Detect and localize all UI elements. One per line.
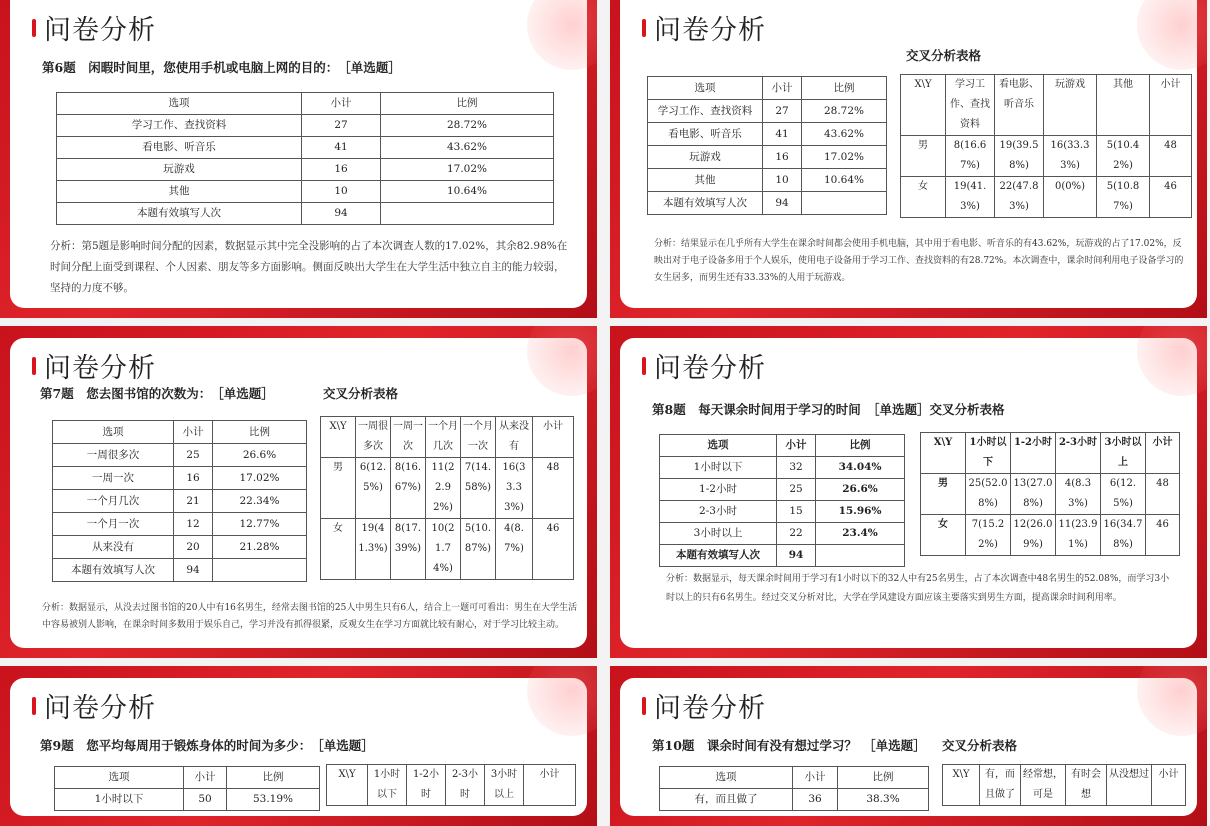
header-option: 选项 xyxy=(55,767,184,789)
slide-title: 问卷分析 xyxy=(44,353,156,384)
cell-ratio xyxy=(381,203,554,225)
table-header-row xyxy=(648,77,887,100)
result-table xyxy=(647,76,887,215)
cell-option: 本题有效填写人次 xyxy=(53,559,174,582)
cross-cell: 8(16.67%) xyxy=(946,136,995,177)
cross-table-title: 交叉分析表格 xyxy=(906,48,982,63)
cross-row xyxy=(321,519,574,580)
cell-count: 50 xyxy=(184,789,227,811)
cross-cell: 46 xyxy=(1146,515,1180,556)
cell-ratio: 15.96% xyxy=(816,501,905,523)
cell-option: 学习工作、查找资料 xyxy=(57,115,302,137)
slide-heading xyxy=(32,8,156,47)
slide-heading xyxy=(642,8,766,47)
cell-ratio xyxy=(816,545,905,567)
cross-cell: 7(15.22%) xyxy=(966,515,1011,556)
cell-ratio: 10.64% xyxy=(802,169,887,192)
cell-ratio xyxy=(802,192,887,215)
table-row xyxy=(53,536,307,559)
cell-ratio: 17.02% xyxy=(802,146,887,169)
cell-count: 10 xyxy=(302,181,381,203)
cross-cell: 19(39.58%) xyxy=(995,136,1044,177)
header-count: 小计 xyxy=(763,77,802,100)
cell-option: 玩游戏 xyxy=(57,159,302,181)
header-count: 小计 xyxy=(302,93,381,115)
table-row xyxy=(660,545,905,567)
question-text: 第7题 您去图书馆的次数为： ［单选题］ xyxy=(40,386,274,401)
cross-header-row xyxy=(921,433,1180,474)
cell-option: 1小时以下 xyxy=(660,457,777,479)
slide-card xyxy=(10,0,587,308)
cell-count: 94 xyxy=(302,203,381,225)
cross-header: 3小时以上 xyxy=(485,765,524,806)
table-row xyxy=(660,479,905,501)
table-row xyxy=(660,501,905,523)
slide-title: 问卷分析 xyxy=(654,693,766,724)
slide-card xyxy=(10,678,587,816)
cell-count: 36 xyxy=(793,789,838,811)
cell-count: 25 xyxy=(174,444,213,467)
cell-ratio: 43.62% xyxy=(381,137,554,159)
analysis-text: 分析：结果显示在几乎所有大学生在课余时间都会使用手机电脑，其中用于看电影、听音乐的有43.62%，玩游戏的占了17.02%，反映出对于电子设备多用于个人娱乐，使用电子设备用于学习工作、查找资料的有28.72%。本次调查中，课余时间利用电子设备学习的女生居多，而男生还有33.33%的人用于玩游戏。 xyxy=(654,239,1184,283)
question-text: 第8题 每天课余时间用于学习的时间 ［单选题］交叉分析表格 xyxy=(652,402,1005,417)
accent-bar xyxy=(642,697,646,715)
header-option: 选项 xyxy=(648,77,763,100)
cross-cell: 0(0%) xyxy=(1044,177,1097,218)
result-table xyxy=(52,420,307,582)
table-row xyxy=(660,457,905,479)
cross-header: 1-2小时 xyxy=(407,765,446,806)
cell-ratio: 26.6% xyxy=(213,444,307,467)
header-ratio: 比例 xyxy=(838,767,929,789)
table-row xyxy=(57,115,554,137)
cell-ratio: 21.28% xyxy=(213,536,307,559)
cell-option: 一个月一次 xyxy=(53,513,174,536)
cross-cell: 6(12.5%) xyxy=(356,458,391,519)
cell-option: 1-2小时 xyxy=(660,479,777,501)
cross-row xyxy=(921,474,1180,515)
cross-header: X\Y xyxy=(901,75,946,136)
cell-count: 16 xyxy=(174,467,213,490)
table-row xyxy=(648,123,887,146)
header-count: 小计 xyxy=(793,767,838,789)
cross-header: 小计 xyxy=(1146,433,1180,474)
cell-ratio: 10.64% xyxy=(381,181,554,203)
accent-bar xyxy=(32,19,36,37)
cross-header: X\Y xyxy=(921,433,966,474)
cell-count: 16 xyxy=(302,159,381,181)
cell-count: 94 xyxy=(763,192,802,215)
cross-cell: 10(21.74%) xyxy=(426,519,461,580)
accent-bar xyxy=(32,697,36,715)
cell-ratio: 22.34% xyxy=(213,490,307,513)
cross-header: 经常想，可是 xyxy=(1021,765,1066,806)
cell-option: 其他 xyxy=(57,181,302,203)
table-header-row xyxy=(660,767,929,789)
cross-cell: 男 xyxy=(921,474,966,515)
slide-q6[interactable] xyxy=(0,0,597,318)
accent-bar xyxy=(642,19,646,37)
cell-count: 41 xyxy=(302,137,381,159)
cross-header: X\Y xyxy=(943,765,980,806)
table-header-row xyxy=(53,421,307,444)
cross-table xyxy=(920,432,1180,556)
table-header-row xyxy=(660,435,905,457)
slide-title: 问卷分析 xyxy=(654,353,766,384)
cell-option: 从来没有 xyxy=(53,536,174,559)
cross-header: 有时会想 xyxy=(1066,765,1107,806)
table-row xyxy=(57,181,554,203)
slide-heading xyxy=(642,686,766,725)
cell-count: 12 xyxy=(174,513,213,536)
cell-count: 21 xyxy=(174,490,213,513)
header-option: 选项 xyxy=(57,93,302,115)
cell-option: 看电影、听音乐 xyxy=(648,123,763,146)
table-row xyxy=(53,513,307,536)
table-row xyxy=(648,100,887,123)
slide-heading xyxy=(642,346,766,385)
cross-cell: 25(52.08%) xyxy=(966,474,1011,515)
cross-header: 一周很多次 xyxy=(356,417,391,458)
result-table xyxy=(54,766,320,811)
cross-header: 小计 xyxy=(1150,75,1192,136)
cell-ratio: 23.4% xyxy=(816,523,905,545)
cell-count: 25 xyxy=(777,479,816,501)
slide-card xyxy=(620,0,1197,308)
cell-option: 1小时以下 xyxy=(55,789,184,811)
cross-cell: 男 xyxy=(901,136,946,177)
cell-option: 学习工作、查找资料 xyxy=(648,100,763,123)
slide-card xyxy=(620,338,1197,648)
question-text: 第6题 闲暇时间里，您使用手机或电脑上网的目的： ［单选题］ xyxy=(42,60,401,75)
table-row xyxy=(57,203,554,225)
cross-cell: 女 xyxy=(921,515,966,556)
slide-heading xyxy=(32,686,156,725)
header-option: 选项 xyxy=(660,435,777,457)
cross-cell: 22(47.83%) xyxy=(995,177,1044,218)
cross-cell: 19(41.3%) xyxy=(356,519,391,580)
cross-cell: 女 xyxy=(901,177,946,218)
cell-ratio: 38.3% xyxy=(838,789,929,811)
cross-table xyxy=(900,74,1192,218)
slide-q6-cross[interactable] xyxy=(610,0,1207,318)
cross-header: 一个月一次 xyxy=(461,417,496,458)
cell-ratio: 28.72% xyxy=(802,100,887,123)
cross-row xyxy=(321,458,574,519)
cross-header: 3小时以上 xyxy=(1101,433,1146,474)
cross-cell: 7(14.58%) xyxy=(461,458,496,519)
table-row xyxy=(57,159,554,181)
cross-cell: 16(33.33%) xyxy=(496,458,533,519)
table-row xyxy=(648,146,887,169)
header-ratio: 比例 xyxy=(802,77,887,100)
cross-header: 一周一次 xyxy=(391,417,426,458)
cell-ratio: 26.6% xyxy=(816,479,905,501)
slide-heading xyxy=(32,346,156,385)
cross-header-row xyxy=(901,75,1192,136)
cross-cell: 男 xyxy=(321,458,356,519)
table-row xyxy=(57,137,554,159)
table-row xyxy=(648,169,887,192)
cross-table-title: 交叉分析表格 xyxy=(942,738,1018,753)
cell-count: 27 xyxy=(763,100,802,123)
cell-option: 2-3小时 xyxy=(660,501,777,523)
header-count: 小计 xyxy=(777,435,816,457)
cross-header: 1-2小时 xyxy=(1011,433,1056,474)
cell-count: 41 xyxy=(763,123,802,146)
slide-title: 问卷分析 xyxy=(44,693,156,724)
cell-option: 其他 xyxy=(648,169,763,192)
cross-header: X\Y xyxy=(321,417,356,458)
cell-option: 看电影、听音乐 xyxy=(57,137,302,159)
cell-option: 本题有效填写人次 xyxy=(660,545,777,567)
accent-bar xyxy=(32,357,36,375)
cross-cell: 11(23.91%) xyxy=(1056,515,1101,556)
cell-option: 一周一次 xyxy=(53,467,174,490)
cross-header: 小计 xyxy=(1152,765,1186,806)
cell-option: 玩游戏 xyxy=(648,146,763,169)
cross-header: 看电影、听音乐 xyxy=(995,75,1044,136)
table-row xyxy=(53,559,307,582)
header-count: 小计 xyxy=(184,767,227,789)
question-text: 第9题 您平均每周用于锻炼身体的时间为多少： ［单选题］ xyxy=(40,738,374,753)
cross-header: 玩游戏 xyxy=(1044,75,1097,136)
slide-card xyxy=(620,678,1197,816)
slide-q7[interactable] xyxy=(0,326,597,658)
cell-option: 本题有效填写人次 xyxy=(648,192,763,215)
cross-table xyxy=(320,416,574,580)
cross-cell: 46 xyxy=(1150,177,1192,218)
cell-count: 94 xyxy=(174,559,213,582)
result-table xyxy=(659,766,929,811)
cell-count: 15 xyxy=(777,501,816,523)
cross-header: 学习工作、查找资料 xyxy=(946,75,995,136)
cross-row xyxy=(901,136,1192,177)
cell-ratio: 17.02% xyxy=(213,467,307,490)
analysis-text: 分析：数据显示，从没去过图书馆的20人中有16名男生，经常去图书馆的25人中男生只有6人，结合上一题可可看出：男生在大学生活中容易被别人影响，在课余时间多数用于娱乐自己，学习并没有抓得很紧，反观女生在学习方面就比较有耐心，对于学习比较主动。 xyxy=(42,603,578,630)
cell-count: 22 xyxy=(777,523,816,545)
cross-row xyxy=(901,177,1192,218)
cell-ratio: 17.02% xyxy=(381,159,554,181)
analysis-text: 分析：数据显示，每天课余时间用于学习有1小时以下的32人中有25名男生，占了本次调查中48名男生的52.08%，而学习3小时以上的只有6名男生。经过交叉分析对比，大学在学风建设方面应该主要落实到男生方面，提高课余时间利用率。 xyxy=(666,574,1170,603)
cell-option: 3小时以上 xyxy=(660,523,777,545)
table-header-row xyxy=(57,93,554,115)
slide-card xyxy=(10,338,587,648)
cross-header: 2-3小时 xyxy=(446,765,485,806)
cell-count: 32 xyxy=(777,457,816,479)
question-text: 第10题 课余时间有没有想过学习？ ［单选题］ xyxy=(652,738,926,753)
cross-header: 1小时以下 xyxy=(368,765,407,806)
cross-header: 小计 xyxy=(533,417,574,458)
cell-ratio: 53.19% xyxy=(227,789,320,811)
cross-header-row xyxy=(327,765,576,806)
cross-cell: 16(33.33%) xyxy=(1044,136,1097,177)
slide-q8[interactable] xyxy=(610,326,1207,658)
slide-q10[interactable] xyxy=(610,666,1207,826)
cell-ratio: 12.77% xyxy=(213,513,307,536)
cross-cell: 女 xyxy=(321,519,356,580)
cross-row xyxy=(921,515,1180,556)
slide-title: 问卷分析 xyxy=(44,15,156,46)
slide-q9[interactable] xyxy=(0,666,597,826)
cross-header-row xyxy=(321,417,574,458)
header-ratio: 比例 xyxy=(227,767,320,789)
cross-cell: 6(12.5%) xyxy=(1101,474,1146,515)
cross-cell: 4(8.33%) xyxy=(1056,474,1101,515)
cross-header: 一个月几次 xyxy=(426,417,461,458)
header-option: 选项 xyxy=(53,421,174,444)
cross-cell: 46 xyxy=(533,519,574,580)
header-count: 小计 xyxy=(174,421,213,444)
slide-title: 问卷分析 xyxy=(654,15,766,46)
cross-cell: 48 xyxy=(533,458,574,519)
cross-cell: 5(10.87%) xyxy=(461,519,496,580)
table-row xyxy=(53,490,307,513)
cross-cell: 19(41.3%) xyxy=(946,177,995,218)
cross-table-title: 交叉分析表格 xyxy=(323,386,399,401)
table-header-row xyxy=(55,767,320,789)
cross-header: 从来没有 xyxy=(496,417,533,458)
cell-option: 一个月几次 xyxy=(53,490,174,513)
cell-ratio: 28.72% xyxy=(381,115,554,137)
cross-cell: 4(8.7%) xyxy=(496,519,533,580)
cell-option: 一周很多次 xyxy=(53,444,174,467)
accent-bar xyxy=(642,357,646,375)
cross-cell: 48 xyxy=(1146,474,1180,515)
cross-header: 1小时以下 xyxy=(966,433,1011,474)
cell-count: 10 xyxy=(763,169,802,192)
cross-cell: 5(10.42%) xyxy=(1097,136,1150,177)
cell-count: 94 xyxy=(777,545,816,567)
cross-header: 其他 xyxy=(1097,75,1150,136)
cross-cell: 5(10.87%) xyxy=(1097,177,1150,218)
cell-option: 有，而且做了 xyxy=(660,789,793,811)
cross-cell: 8(16.67%) xyxy=(391,458,426,519)
result-table xyxy=(56,92,554,225)
result-table xyxy=(659,434,905,567)
cross-header: 从没想过 xyxy=(1107,765,1152,806)
cross-cell: 13(27.08%) xyxy=(1011,474,1056,515)
cross-cell: 16(34.78%) xyxy=(1101,515,1146,556)
table-row xyxy=(648,192,887,215)
cross-header: 有，而且做了 xyxy=(980,765,1021,806)
cross-cell: 8(17.39%) xyxy=(391,519,426,580)
header-ratio: 比例 xyxy=(816,435,905,457)
cross-header: X\Y xyxy=(327,765,368,806)
cell-ratio: 34.04% xyxy=(816,457,905,479)
table-row xyxy=(53,467,307,490)
cell-count: 16 xyxy=(763,146,802,169)
analysis-text: 分析：第5题是影响时间分配的因素，数据显示其中完全没影响的占了本次调查人数的17.02%，其余82.98%在时间分配上面受到课程、个人因素、朋友等多方面影响。侧面反映出大学生在大学生活中独立自主的能力较弱，坚持的力度不够。 xyxy=(50,240,568,294)
cross-header-row xyxy=(943,765,1186,806)
table-row xyxy=(53,444,307,467)
cross-cell: 11(22.92%) xyxy=(426,458,461,519)
cell-ratio: 43.62% xyxy=(802,123,887,146)
cell-ratio xyxy=(213,559,307,582)
table-row xyxy=(660,523,905,545)
cross-header: 2-3小时 xyxy=(1056,433,1101,474)
header-option: 选项 xyxy=(660,767,793,789)
cross-header: 小计 xyxy=(524,765,576,806)
header-ratio: 比例 xyxy=(213,421,307,444)
cell-option: 本题有效填写人次 xyxy=(57,203,302,225)
cross-cell: 48 xyxy=(1150,136,1192,177)
header-ratio: 比例 xyxy=(381,93,554,115)
cell-count: 20 xyxy=(174,536,213,559)
cell-count: 27 xyxy=(302,115,381,137)
cross-cell: 12(26.09%) xyxy=(1011,515,1056,556)
